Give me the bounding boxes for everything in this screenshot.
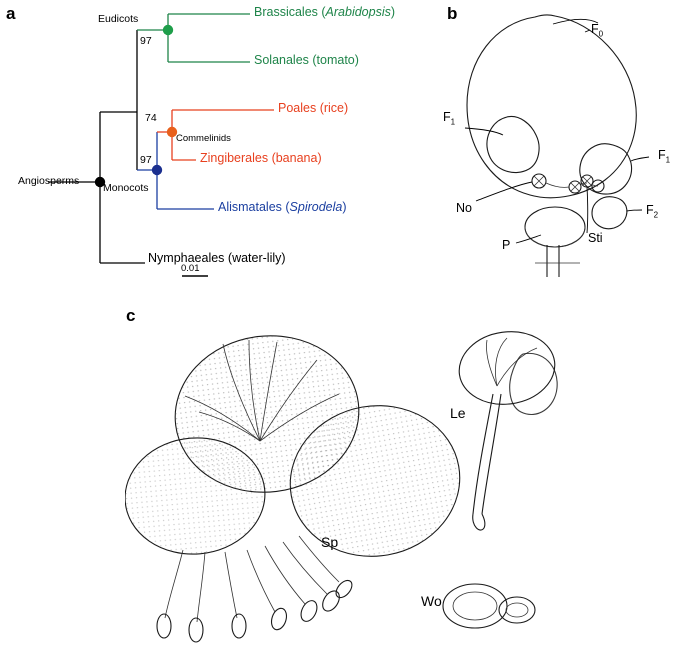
label-Wo: Wo bbox=[421, 593, 442, 609]
clade-label-eudicots: Eudicots bbox=[98, 13, 139, 25]
label-Sp: Sp bbox=[321, 534, 339, 550]
tip-italic-arabidopsis: Arabidopsis bbox=[325, 5, 391, 19]
panel-a-label: a bbox=[6, 4, 16, 23]
label-No: No bbox=[456, 201, 472, 215]
panel-b-flower-svg bbox=[435, 5, 685, 280]
tip-tail-brassicales: ) bbox=[390, 5, 396, 19]
label-F1-left: $F_1$ bbox=[443, 110, 456, 127]
panel-c-label: c bbox=[126, 306, 136, 325]
tip-label-solanales: Solanales (tomato) bbox=[254, 53, 359, 67]
support-value-commelinids: 74 bbox=[145, 112, 157, 124]
support-value-eudicots: 97 bbox=[140, 35, 152, 47]
tip-label-zingiberales: Zingiberales (banana) bbox=[200, 151, 322, 165]
clade-label-commelinids: Commelinids bbox=[176, 133, 231, 144]
tip-tail-alismatales: ) bbox=[342, 200, 347, 214]
label-Le: Le bbox=[450, 405, 466, 421]
label-F1-right: $F_1$ bbox=[658, 148, 671, 165]
tip-label-brassicales bbox=[254, 5, 395, 19]
tip-label-nymphaeales: Nymphaeales (water-lily) bbox=[148, 251, 286, 265]
tree-root-label: Angiosperms bbox=[18, 175, 80, 187]
label-F2: $F_2$ bbox=[646, 203, 659, 220]
scale-bar-label: 0.01 bbox=[181, 263, 200, 274]
tip-label-poales: Poales (rice) bbox=[278, 101, 349, 115]
frond-le bbox=[454, 326, 559, 530]
root-tips bbox=[157, 577, 355, 642]
frond-wo bbox=[443, 584, 535, 628]
tip-italic-spirodela: Spirodela bbox=[289, 200, 343, 214]
label-F0: $F_0$ bbox=[591, 22, 604, 39]
tip-text-brassicales: Brassicales ( bbox=[254, 5, 326, 19]
support-value-monocots: 97 bbox=[140, 154, 152, 166]
tip-label-alismatales bbox=[218, 200, 347, 214]
node-dot-eudicots bbox=[163, 25, 173, 35]
label-P: P bbox=[502, 238, 511, 252]
tip-text-alismatales: Alismatales ( bbox=[218, 200, 290, 214]
panel-c-frond-svg bbox=[125, 306, 685, 656]
label-Sti: Sti bbox=[588, 231, 603, 245]
clade-label-monocots: Monocots bbox=[103, 182, 149, 194]
node-dot-monocots bbox=[152, 165, 162, 175]
panel-b-label: b bbox=[447, 4, 458, 23]
